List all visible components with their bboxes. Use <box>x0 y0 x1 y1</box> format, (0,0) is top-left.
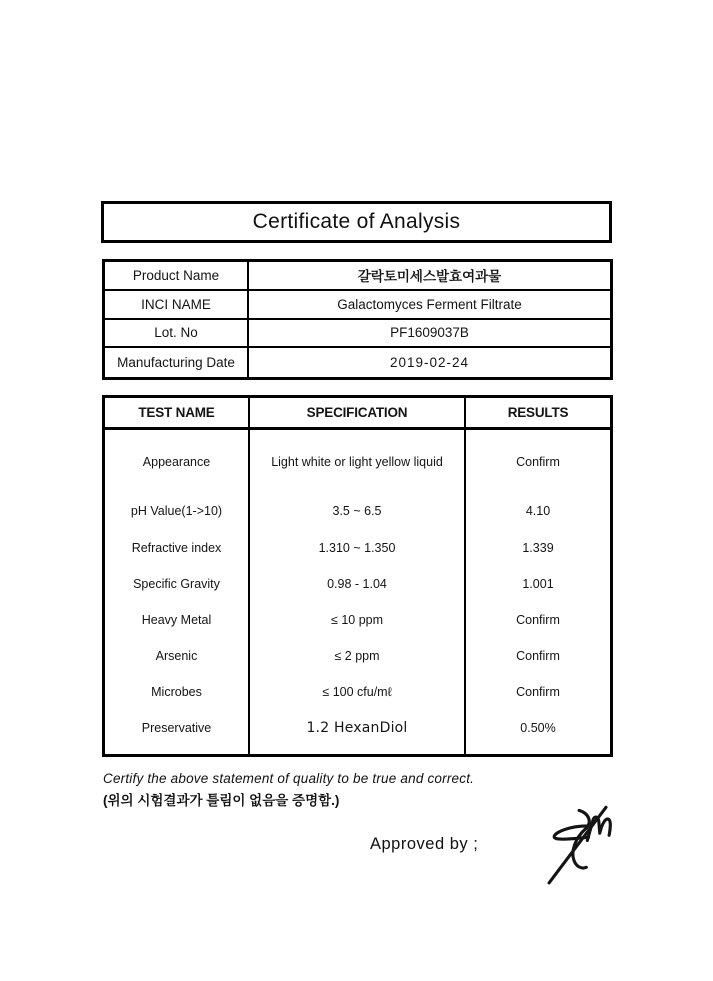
result-cell: Confirm <box>516 454 560 469</box>
product-name-label: Product Name <box>105 262 249 291</box>
result-cell: 4.10 <box>525 504 551 518</box>
result-cell: 1.339 <box>522 540 554 555</box>
approved-by-label: Approved by ; <box>370 835 479 853</box>
page-title: Certificate of Analysis <box>252 210 461 233</box>
product-name-value: 갈락토미세스발효여과물 <box>249 262 610 291</box>
result-cell: Confirm <box>516 613 560 627</box>
certify-statement-korean: (위의 시험결과가 틀림이 없음을 증명함.) <box>103 793 340 808</box>
inci-name-label: INCI NAME <box>105 291 249 320</box>
spec-cell: 1.310 ~ 1.350 <box>250 529 466 566</box>
test-name-cell: pH Value(1->10) <box>105 493 250 529</box>
spec-cell: Light white or light yellow liquid <box>250 430 466 493</box>
column-header-test-name: TEST NAME <box>105 398 250 430</box>
spec-cell: 0.98 - 1.04 <box>250 566 466 602</box>
test-name-cell: Specific Gravity <box>105 566 250 602</box>
spec-cell: ≤ 100 cfu/mℓ <box>250 674 466 710</box>
spec-cell: 1.2 HexanDiol <box>250 710 466 746</box>
lot-no-label: Lot. No <box>105 320 249 349</box>
result-cell: 1.001 <box>522 577 554 591</box>
product-info-table <box>102 259 613 380</box>
column-header-results: RESULTS <box>466 398 610 430</box>
test-name-cell: Heavy Metal <box>105 602 250 638</box>
column-header-specification: SPECIFICATION <box>250 398 466 430</box>
table-filler-cell <box>466 746 610 754</box>
manufacturing-date-label: Manufacturing Date <box>105 348 249 377</box>
spec-cell: ≤ 2 ppm <box>250 638 466 674</box>
test-name-cell: Preservative <box>105 710 250 746</box>
inci-name-value: Galactomyces Ferment Filtrate <box>249 291 610 320</box>
manufacturing-date-value: 2019-02-24 <box>389 355 470 371</box>
spec-cell: ≤ 10 ppm <box>250 602 466 638</box>
table-filler-cell <box>250 746 466 754</box>
test-name-cell: Arsenic <box>105 638 250 674</box>
result-cell: Confirm <box>516 685 560 699</box>
handwritten-signature <box>540 798 614 886</box>
certify-statement-english: Certify the above statement of quality to be true and correct. <box>103 771 475 786</box>
test-results-table <box>102 395 613 757</box>
certificate-title-box <box>101 201 612 243</box>
result-cell: Confirm <box>516 649 560 663</box>
test-name-cell: Refractive index <box>105 529 250 566</box>
test-name-cell: Microbes <box>105 674 250 710</box>
test-name-cell: Appearance <box>105 430 250 493</box>
result-cell: 0.50% <box>520 721 556 735</box>
table-filler-cell <box>105 746 250 754</box>
spec-cell: 3.5 ~ 6.5 <box>250 493 466 529</box>
lot-no-value: PF1609037B <box>249 320 610 349</box>
